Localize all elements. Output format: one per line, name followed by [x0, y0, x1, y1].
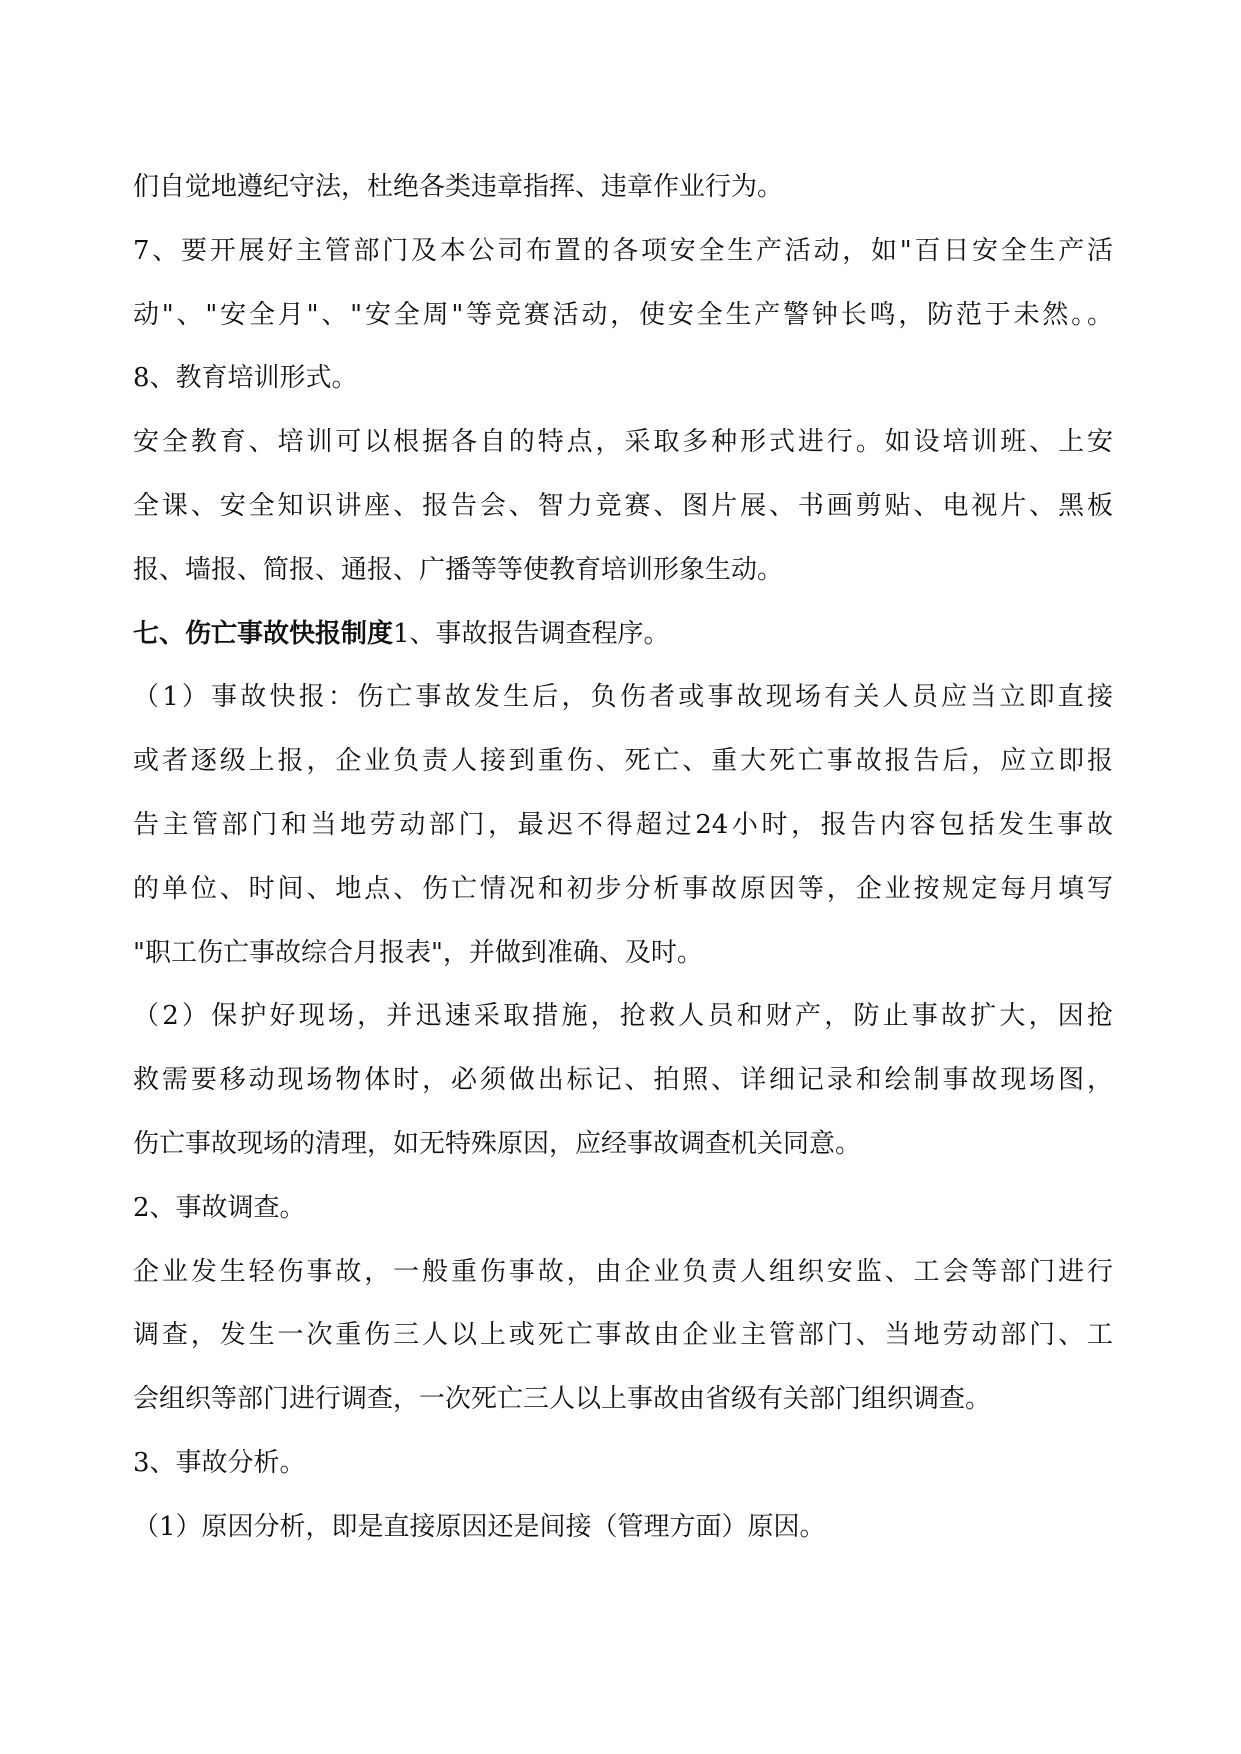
text-line: 3、事故分析。 — [133, 1447, 306, 1478]
text-line: 们自觉地遵纪守法，杜绝各类违章指挥、违章作业行为。 — [133, 172, 784, 202]
text-line: 救需要移动现场物体时，必须做出标记、拍照、详细记录和绘制事故现场图， — [133, 1065, 1113, 1096]
text-line: 报、墙报、简报、通报、广播等等使教育培训形象生动。 — [133, 554, 784, 585]
text-line: 企业发生轻伤事故，一般重伤事故，由企业负责人组织安监、工会等部门进行 — [133, 1256, 1113, 1287]
text-line: 会组织等部门进行调查，一次死亡三人以上事故由省级有关部门组织调查。 — [133, 1384, 992, 1415]
document-body — [133, 156, 1113, 1560]
text-line: 2、事故调查。 — [133, 1192, 306, 1223]
text-line: 或者逐级上报，企业负责人接到重伤、死亡、重大死亡事故报告后，应立即报 — [133, 746, 1113, 777]
text-line: （1）事故快报：伤亡事故发生后，负伤者或事故现场有关人员应当立即直接 — [133, 682, 1113, 713]
text-line: 安全教育、培训可以根据各自的特点，采取多种形式进行。如设培训班、上安 — [133, 427, 1113, 458]
text-line: 伤亡事故现场的清理，如无特殊原因，应经事故调查机关同意。 — [133, 1128, 862, 1159]
text-line: 的单位、时间、地点、伤亡情况和初步分析事故原因等，企业按规定每月填写 — [133, 873, 1113, 904]
text-line: 7、要开展好主管部门及本公司布置的各项安全生产活动，如"百日安全生产活 — [133, 235, 1113, 266]
text-line: "职工伤亡事故综合月报表"，并做到准确、及时。 — [133, 937, 703, 968]
section-heading-title: 七、伤亡事故快报制度 — [133, 618, 394, 649]
section-heading — [133, 603, 1113, 667]
text-line: 调查，发生一次重伤三人以上或死亡事故由企业主管部门、当地劳动部门、工 — [133, 1320, 1113, 1351]
section-heading-subtitle: 1、事故报告调查程序。 — [393, 618, 670, 649]
text-line: 8、教育培训形式。 — [133, 363, 358, 394]
text-line: 动"、"安全月"、"安全周"等竞赛活动，使安全生产警钟长鸣，防范于未然。。 — [133, 299, 1113, 330]
text-line: 告主管部门和当地劳动部门，最迟不得超过24小时，报告内容包括发生事故 — [133, 809, 1113, 840]
text-line: （1）原因分析，即是直接原因还是间接（管理方面）原因。 — [133, 1511, 826, 1542]
text-line: 全课、安全知识讲座、报告会、智力竞赛、图片展、书画剪贴、电视片、黑板 — [133, 490, 1113, 521]
text-line: （2）保护好现场，并迅速采取措施，抢救人员和财产，防止事故扩大，因抢 — [133, 1001, 1113, 1032]
